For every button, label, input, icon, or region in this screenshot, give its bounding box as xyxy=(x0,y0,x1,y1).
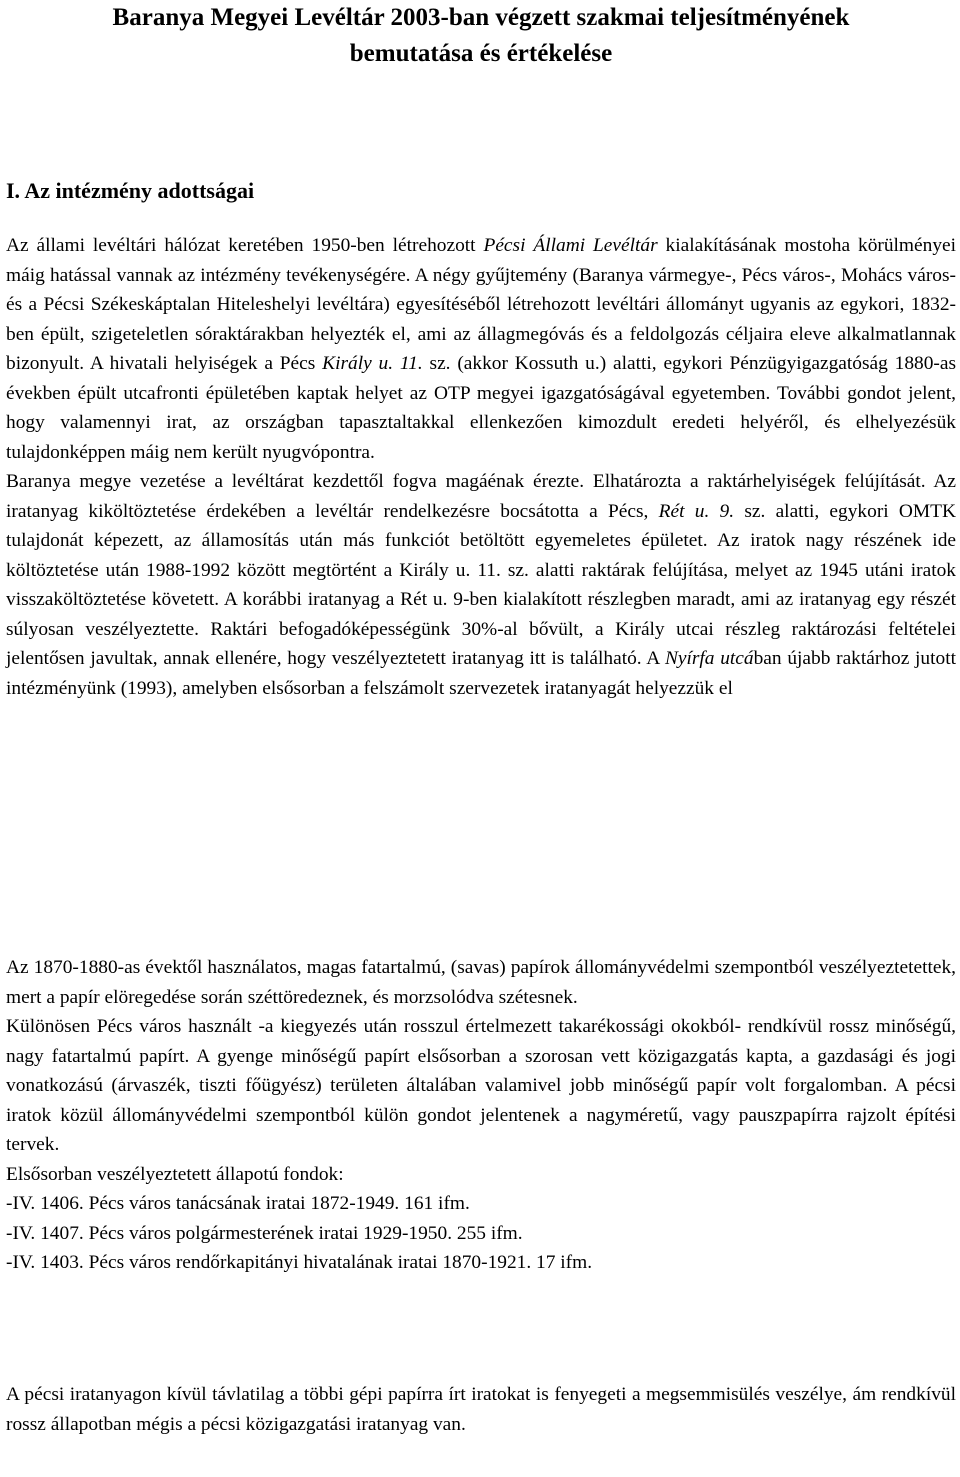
section-heading: I. Az intézmény adottságai xyxy=(6,178,255,203)
paragraph-1 xyxy=(6,231,956,467)
paragraph-2-text-a: Baranya megye vezetése a levéltárat kezdettől fogva magáénak érezte. Elhatározta a raktárhelyiségek felújítását. Az iratanyag kiköltöztetése érdekében a levéltár rendelkezésre bocsátotta a Pécs, xyxy=(6,471,956,522)
paragraph-2 xyxy=(6,467,956,703)
paragraph-2-italic-address: Rét u. 9. xyxy=(658,500,735,522)
paragraph-2-text-c: sz. alatti, egykori OMTK tulajdonát képezett, az államosítás után más funkciót betöltött egyemeletes épületet. Az iratok nagy részének ide költöztetése után 1988-1992 között megtörtént a Király u. 11. sz. alatti raktárak felújítása, melyet az 1945 utáni iratok visszaköltöztetése követett. A korábbi iratanyag a Rét u. 9-ben kialakított részlegben maradt, ami az iratanyag egy részét súlyosan veszélyeztette. Raktári befogadóképességünk 30%-al bővült, a Király utcai részleg raktározási feltételei jelentősen javultak, annak ellenére, hogy veszélyeztetett iratanyag itt is található. A xyxy=(6,500,957,669)
paragraph-1-italic-address: Király u. 11. xyxy=(322,353,423,374)
paragraph-2-italic-street: Nyírfa utcá xyxy=(664,648,754,669)
paragraph-5: A pécsi iratanyagon kívül távlatilag a többi gépi papírra írt iratokat is fenyegeti a megsemmisülés veszélye, ám rendkívül rossz állapotban mégis a pécsi közigazgatási iratanyag van. xyxy=(6,1384,956,1435)
list-item: -IV. 1407. Pécs város polgármesterének iratai 1929-1950. 255 ifm. xyxy=(6,1222,523,1244)
list-intro: Elsősorban veszélyeztetett állapotú fondok: xyxy=(6,1163,344,1185)
text-block-3 xyxy=(6,1380,956,1439)
title-line-1: Baranya Megyei Levéltár 2003-ban végzett szakmai teljesítményének xyxy=(112,4,850,31)
fond-list xyxy=(6,1189,956,1278)
list-item: -IV. 1406. Pécs város tanácsának iratai 1872-1949. 161 ifm. xyxy=(6,1193,470,1214)
paragraph-1-text-a: Az állami levéltári hálózat keretében 1950-ben létrehozott xyxy=(6,235,484,256)
paragraph-3: Az 1870-1880-as évektől használatos, magas fatartalmú, (savas) papírok állományvédelmi szempontból veszélyeztetettek, mert a papír elöregedése során széttöredeznek, és morzsolódva szétesnek. xyxy=(6,957,956,1008)
paragraph-1-italic-name: Pécsi Állami Levéltár xyxy=(483,235,658,256)
paragraph-1-text-c: kialakításának mostoha körülményei máig hatással vannak az intézmény tevékenységére. A négy gyűjtemény (Baranya vármegye-, Pécs város-, Mohács város- és a Pécsi Székeskáptalan Hiteleshelyi levéltára) egyesítéséből létrehozott levéltári állományt ugyanis az egykori, 1832-ben épült, szigeteletlen sóraktárakban helyezték el, ami az állagmegóvás és a feldolgozás céljaira eleve alkalmatlannak bizonyult. A hivatali helyiségek a Pécs xyxy=(6,235,957,374)
document-page xyxy=(6,0,957,1435)
text-block-2 xyxy=(6,953,956,1278)
document-title xyxy=(6,0,956,72)
paragraph-4: Különösen Pécs város használt -a kiegyezés után rosszul értelmezett takarékossági okokból- rendkívül rossz minőségű, nagy fatartalmú papírt. A gyenge minőségű papírt elsősorban a szorosan vett közigazgatás kapta, a gazdasági és jogi vonatkozású (árvaszék, tiszti főügyész) területen általában valamivel jobb minőségű papír volt forgalomban. A pécsi iratok közül állományvédelmi szempontból külön gondot jelentenek a nagyméretű, vagy pauszpapírra rajzolt építési tervek. xyxy=(6,1016,956,1155)
text-block-1 xyxy=(6,231,956,703)
paragraph-2-text-e: ban újabb raktárhoz jutott intézményünk (1993), amelyben elsősorban a felszámolt szervezetek iratanyagát helyezzük el xyxy=(6,648,956,699)
title-line-2: bemutatása és értékelése xyxy=(349,40,613,67)
paragraph-1-text-e: sz. (akkor Kossuth u.) alatti, egykori Pénzügyigazgatóság 1880-as években épült utcafronti épületében kaptak helyet az OTP megyei igazgatóságával egyetemben. További gondot jelent, hogy valamennyi irat, az országban tapasztaltakkal ellenkezően kimozdult eredeti helyéről, és elhelyezésük tulajdonképpen máig nem került nyugvópontra. xyxy=(6,353,957,463)
list-item: -IV. 1403. Pécs város rendőrkapitányi hivatalának iratai 1870-1921. 17 ifm. xyxy=(6,1252,593,1273)
